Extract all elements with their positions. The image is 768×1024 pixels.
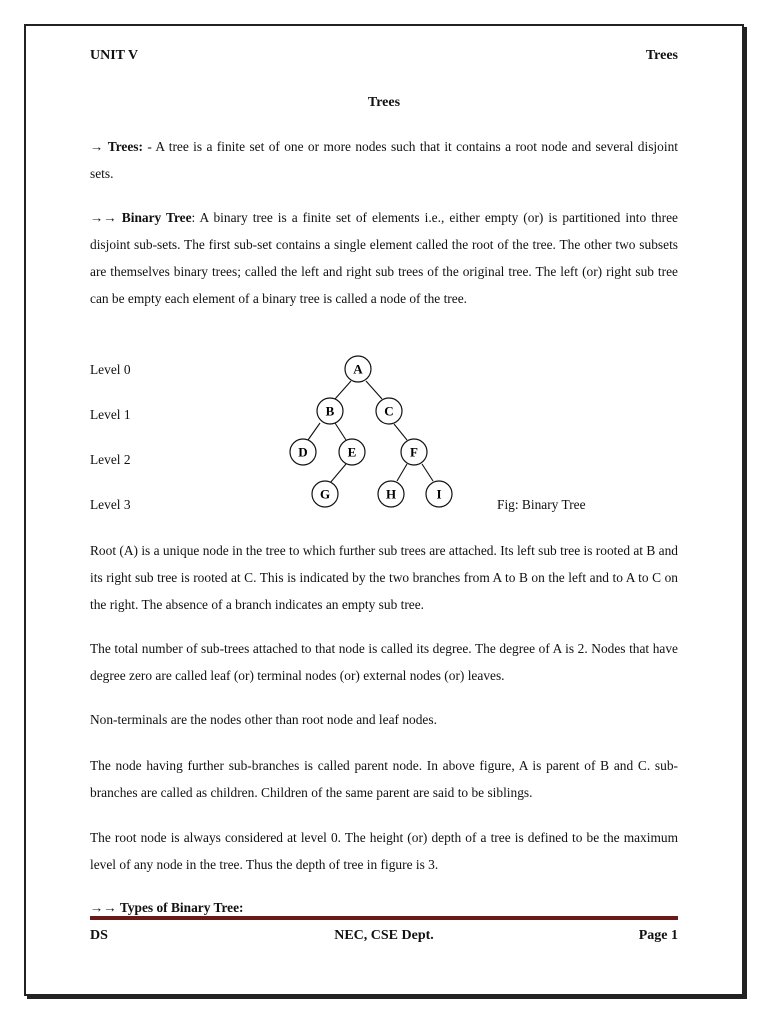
- svg-text:F: F: [410, 444, 418, 460]
- footer-page-number: Page 1: [638, 928, 678, 943]
- term-binary-tree: Binary Tree: [121, 210, 192, 225]
- tree-node-h: [378, 481, 404, 507]
- level-1-label: Level 1: [90, 407, 131, 422]
- level-depth-description: The root node is always considered at level 0. The height (or) depth of a tree is defined to be the maximum level of any node in the tree. Thus the depth of tree in figure is 3.: [90, 830, 678, 872]
- level-3-label: Level 3: [90, 497, 131, 512]
- svg-text:C: C: [384, 403, 394, 419]
- tree-node-f: [401, 439, 427, 465]
- tree-node-i: [426, 481, 452, 507]
- tree-node-d: [290, 439, 316, 465]
- double-arrow-icon: →→: [90, 900, 117, 915]
- trees-definition-text: - A tree is a finite set of one or more nodes such that it contains a root node and several disjoint sets.: [90, 139, 678, 181]
- svg-text:I: I: [436, 486, 442, 502]
- figure-caption: Fig: Binary Tree: [497, 497, 586, 512]
- footer-department: NEC, CSE Dept.: [334, 928, 434, 943]
- header-topic: Trees: [645, 48, 678, 63]
- tree-node-g: [312, 481, 338, 507]
- footer-subject: DS: [90, 928, 108, 943]
- arrow-icon: →: [90, 139, 104, 154]
- tree-node-e: [339, 439, 365, 465]
- tree-node-a: [345, 356, 371, 382]
- term-trees: Trees:: [107, 139, 143, 154]
- types-heading: [90, 900, 244, 916]
- tree-node-c: [376, 398, 402, 424]
- edge-f-h: [397, 464, 407, 481]
- edge-c-f: [394, 424, 407, 440]
- binary-tree-definition-text: : A binary tree is a finite set of elements i.e., either empty (or) is partitioned into three disjoint sub-sets. The first sub-set contains a single element called the root of the tree. The other two subsets are themselves binary trees; called the left and right sub trees of the original tree. The left (or) right sub tree can be empty each element of a binary tree is called a node of the tree.: [90, 210, 678, 306]
- edge-a-b: [335, 381, 351, 399]
- svg-text:D: D: [298, 444, 308, 460]
- edge-e-g: [330, 464, 346, 483]
- edge-a-c: [366, 381, 382, 399]
- level-0-label: Level 0: [90, 362, 131, 377]
- svg-text:E: E: [347, 444, 357, 460]
- double-arrow-icon: →→: [90, 210, 117, 225]
- parent-description: The node having further sub-branches is called parent node. In above figure, A is parent of B and C. sub-branches are called as children. Children of the same parent are said to be siblings.: [90, 758, 678, 800]
- edge-b-d: [308, 423, 320, 440]
- non-terminals-description: Non-terminals are the nodes other than root node and leaf nodes.: [90, 712, 437, 727]
- edge-b-e: [335, 423, 346, 440]
- svg-text:G: G: [319, 486, 331, 502]
- level-2-label: Level 2: [90, 452, 131, 467]
- header-unit: UNIT V: [90, 48, 139, 63]
- svg-text:H: H: [385, 486, 397, 502]
- types-heading-text: Types of Binary Tree:: [116, 900, 244, 915]
- svg-text:A: A: [353, 361, 363, 377]
- svg-text:B: B: [325, 403, 335, 419]
- binary-tree-definition: [90, 204, 678, 312]
- degree-description: The total number of sub-trees attached to that node is called its degree. The degree of A is 2. Nodes that have degree zero are called leaf (or) terminal nodes (or) external nodes (or) leaves.: [90, 641, 678, 683]
- trees-definition: [90, 133, 678, 187]
- root-description: Root (A) is a unique node in the tree to which further sub trees are attached. Its left sub tree is rooted at B and its right sub tree is rooted at C. This is indicated by the two branches from A to B on the left and to A to C on the right. The absence of a branch indicates an empty sub tree.: [90, 543, 678, 612]
- page-title: Trees: [367, 95, 401, 110]
- tree-node-b: [317, 398, 343, 424]
- edge-f-i: [422, 464, 433, 481]
- footer-rule: [90, 916, 678, 920]
- binary-tree-diagram: [270, 345, 470, 515]
